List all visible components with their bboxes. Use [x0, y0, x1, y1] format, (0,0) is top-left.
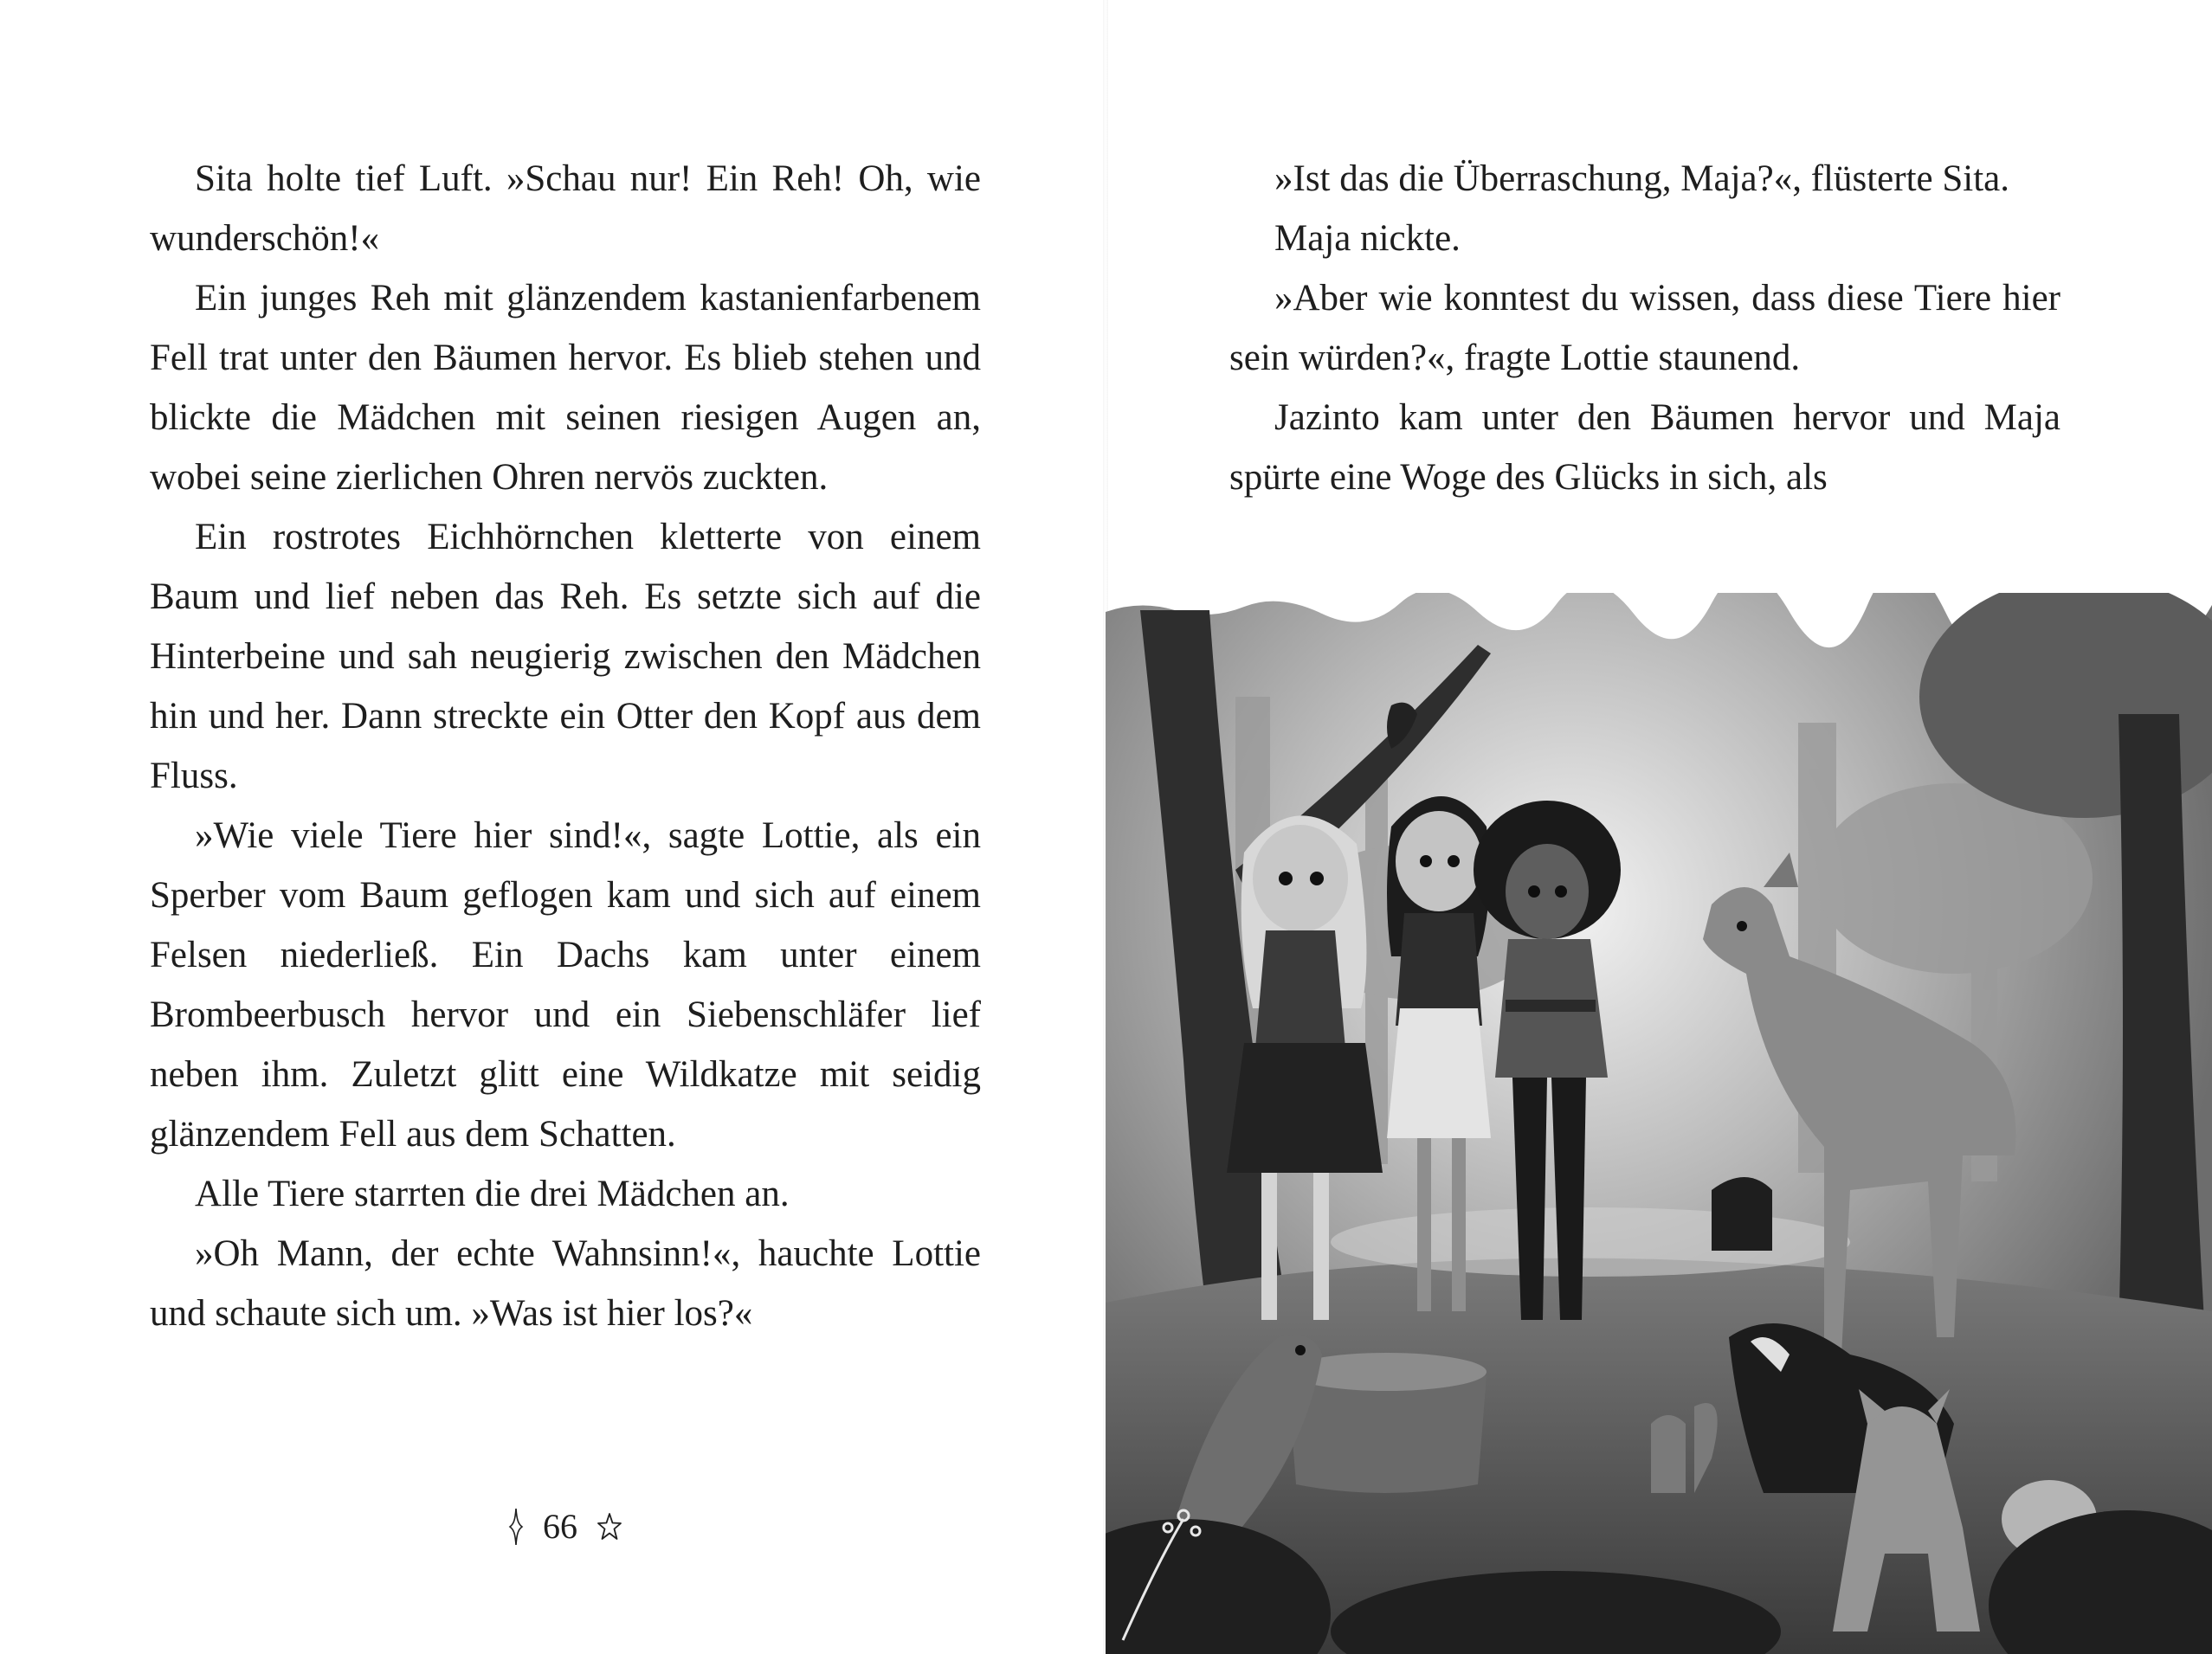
paragraph: »Wie viele Tiere hier sind!«, sagte Lottie, als ein Sperber vom Baum geflogen kam und sich auf einem Felsen niederließ. Ein Dachs kam unter einem Brombeerbusch hervor und ein Siebenschläfer lief neben ihm. Zuletzt glitt eine Wildkatze mit seidig glänzendem Fell aus dem Schatten. — [150, 815, 981, 1155]
left-page-text — [150, 149, 981, 1343]
sparkle-icon — [508, 1507, 524, 1547]
paragraph: Maja nickte. — [1274, 218, 1461, 259]
paragraph: Alle Tiere starrten die drei Mädchen an. — [195, 1174, 790, 1214]
star-icon — [597, 1512, 622, 1541]
paragraph: Jazinto kam unter den Bäumen hervor und Maja spürte eine Woge des Glücks in sich, als — [1229, 397, 2060, 498]
forest-illustration — [1106, 593, 2212, 1654]
page-number-footer — [496, 1506, 635, 1547]
otter — [1712, 1177, 1772, 1251]
paragraph: Ein junges Reh mit glänzendem kastanienfarbenem Fell trat unter den Bäumen hervor. Es blieb stehen und blickte die Mädchen mit seinen riesigen Augen an, wobei seine zierlichen Ohren nervös zuckten. — [150, 278, 981, 498]
paragraph: »Oh Mann, der echte Wahnsinn!«, hauchte Lottie und schaute sich um. »Was ist hier los?« — [150, 1233, 981, 1334]
paragraph: Ein rostrotes Eichhörnchen kletterte von einem Baum und lief neben das Reh. Es setzte sich auf die Hinterbeine und sah neugierig zwischen den Mädchen hin und her. Dann streckte ein Otter den Kopf aus dem Fluss. — [150, 517, 981, 796]
page-number: 66 — [543, 1507, 577, 1546]
paragraph: »Aber wie konntest du wissen, dass diese Tiere hier sein würden?«, fragte Lottie staunend. — [1229, 278, 2060, 378]
right-page-text — [1229, 149, 2060, 507]
paragraph: »Ist das die Überraschung, Maja?«, flüsterte Sita. — [1274, 158, 2009, 199]
paragraph: Sita holte tief Luft. »Schau nur! Ein Reh! Oh, wie wunderschön!« — [150, 158, 981, 259]
